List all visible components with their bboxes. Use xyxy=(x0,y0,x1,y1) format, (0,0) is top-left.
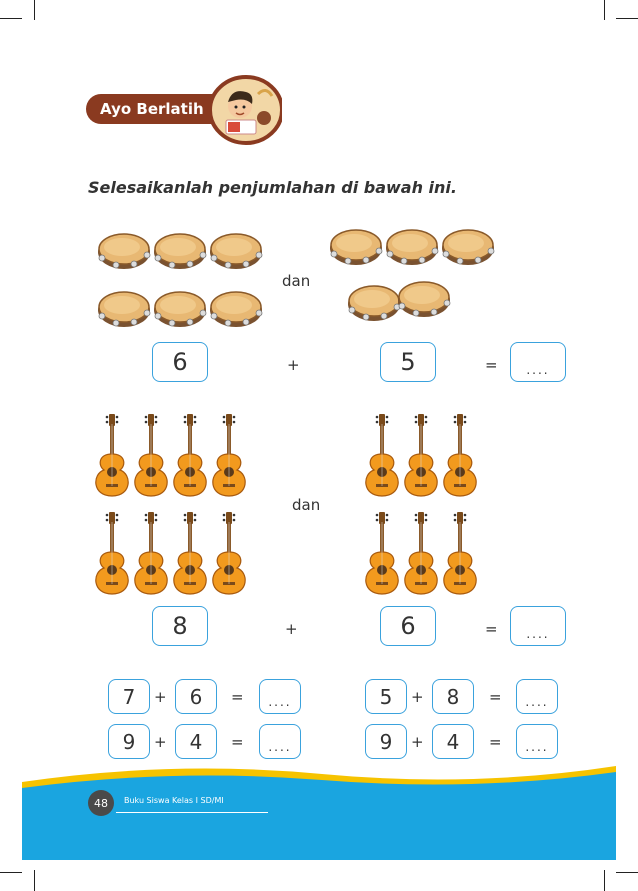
plus-sign: + xyxy=(287,356,300,374)
crop-mark xyxy=(604,870,605,891)
right-addend-box: 5 xyxy=(380,342,436,382)
crop-mark xyxy=(616,872,638,873)
tambourine-icon xyxy=(348,286,400,321)
answer-box[interactable]: .... xyxy=(510,606,566,646)
equals-sign: = xyxy=(231,688,244,706)
plus-sign: + xyxy=(411,733,424,751)
tambourine-icon xyxy=(386,230,438,265)
answer-box[interactable]: .... xyxy=(259,724,301,759)
tambourine-icon xyxy=(210,292,262,327)
answer-box[interactable]: .... xyxy=(510,342,566,382)
addend-box: 9 xyxy=(108,724,150,759)
equals-sign: = xyxy=(231,733,244,751)
guitar-group-left xyxy=(94,414,254,600)
tambourine-group-left xyxy=(96,226,268,336)
addend-box: 4 xyxy=(175,724,217,759)
addend-box: 9 xyxy=(365,724,407,759)
tambourine-icon xyxy=(330,230,382,265)
addend-box: 5 xyxy=(365,679,407,714)
addend-box: 7 xyxy=(108,679,150,714)
equals-sign: = xyxy=(485,620,498,638)
page-number: 48 xyxy=(88,790,114,816)
section-banner: Ayo Berlatih xyxy=(86,94,246,124)
crop-mark xyxy=(0,18,22,19)
left-addend-box: 8 xyxy=(152,606,208,646)
right-addend-box: 6 xyxy=(380,606,436,646)
tambourine-icon xyxy=(154,234,206,269)
addend-box: 6 xyxy=(175,679,217,714)
answer-box[interactable]: .... xyxy=(259,679,301,714)
equals-sign: = xyxy=(489,688,502,706)
left-addend-box: 6 xyxy=(152,342,208,382)
plus-sign: + xyxy=(285,620,298,638)
plus-sign: + xyxy=(154,688,167,706)
crop-mark xyxy=(0,872,22,873)
guitar-group-right xyxy=(362,414,482,600)
plus-sign: + xyxy=(411,688,424,706)
conjunction-text: dan xyxy=(282,272,311,290)
tambourine-icon xyxy=(210,234,262,269)
crop-mark xyxy=(604,0,605,20)
addend-box: 4 xyxy=(432,724,474,759)
answer-box[interactable]: .... xyxy=(516,724,558,759)
tambourine-icon xyxy=(398,282,450,317)
crop-mark xyxy=(34,0,35,20)
equals-sign: = xyxy=(489,733,502,751)
tambourine-icon xyxy=(98,234,150,269)
divider xyxy=(116,812,268,813)
plus-sign: + xyxy=(154,733,167,751)
answer-box[interactable]: .... xyxy=(516,679,558,714)
tambourine-icon xyxy=(154,292,206,327)
crop-mark xyxy=(34,870,35,891)
boy-reading-illustration xyxy=(206,74,282,146)
instruction-text: Selesaikanlah penjumlahan di bawah ini. xyxy=(88,178,457,197)
tambourine-icon xyxy=(442,230,494,265)
crop-mark xyxy=(616,18,638,19)
tambourine-icon xyxy=(98,292,150,327)
equals-sign: = xyxy=(485,356,498,374)
conjunction-text: dan xyxy=(292,496,321,514)
tambourine-group-right xyxy=(326,222,498,332)
book-title: Buku Siswa Kelas I SD/MI xyxy=(124,796,224,805)
addend-box: 8 xyxy=(432,679,474,714)
